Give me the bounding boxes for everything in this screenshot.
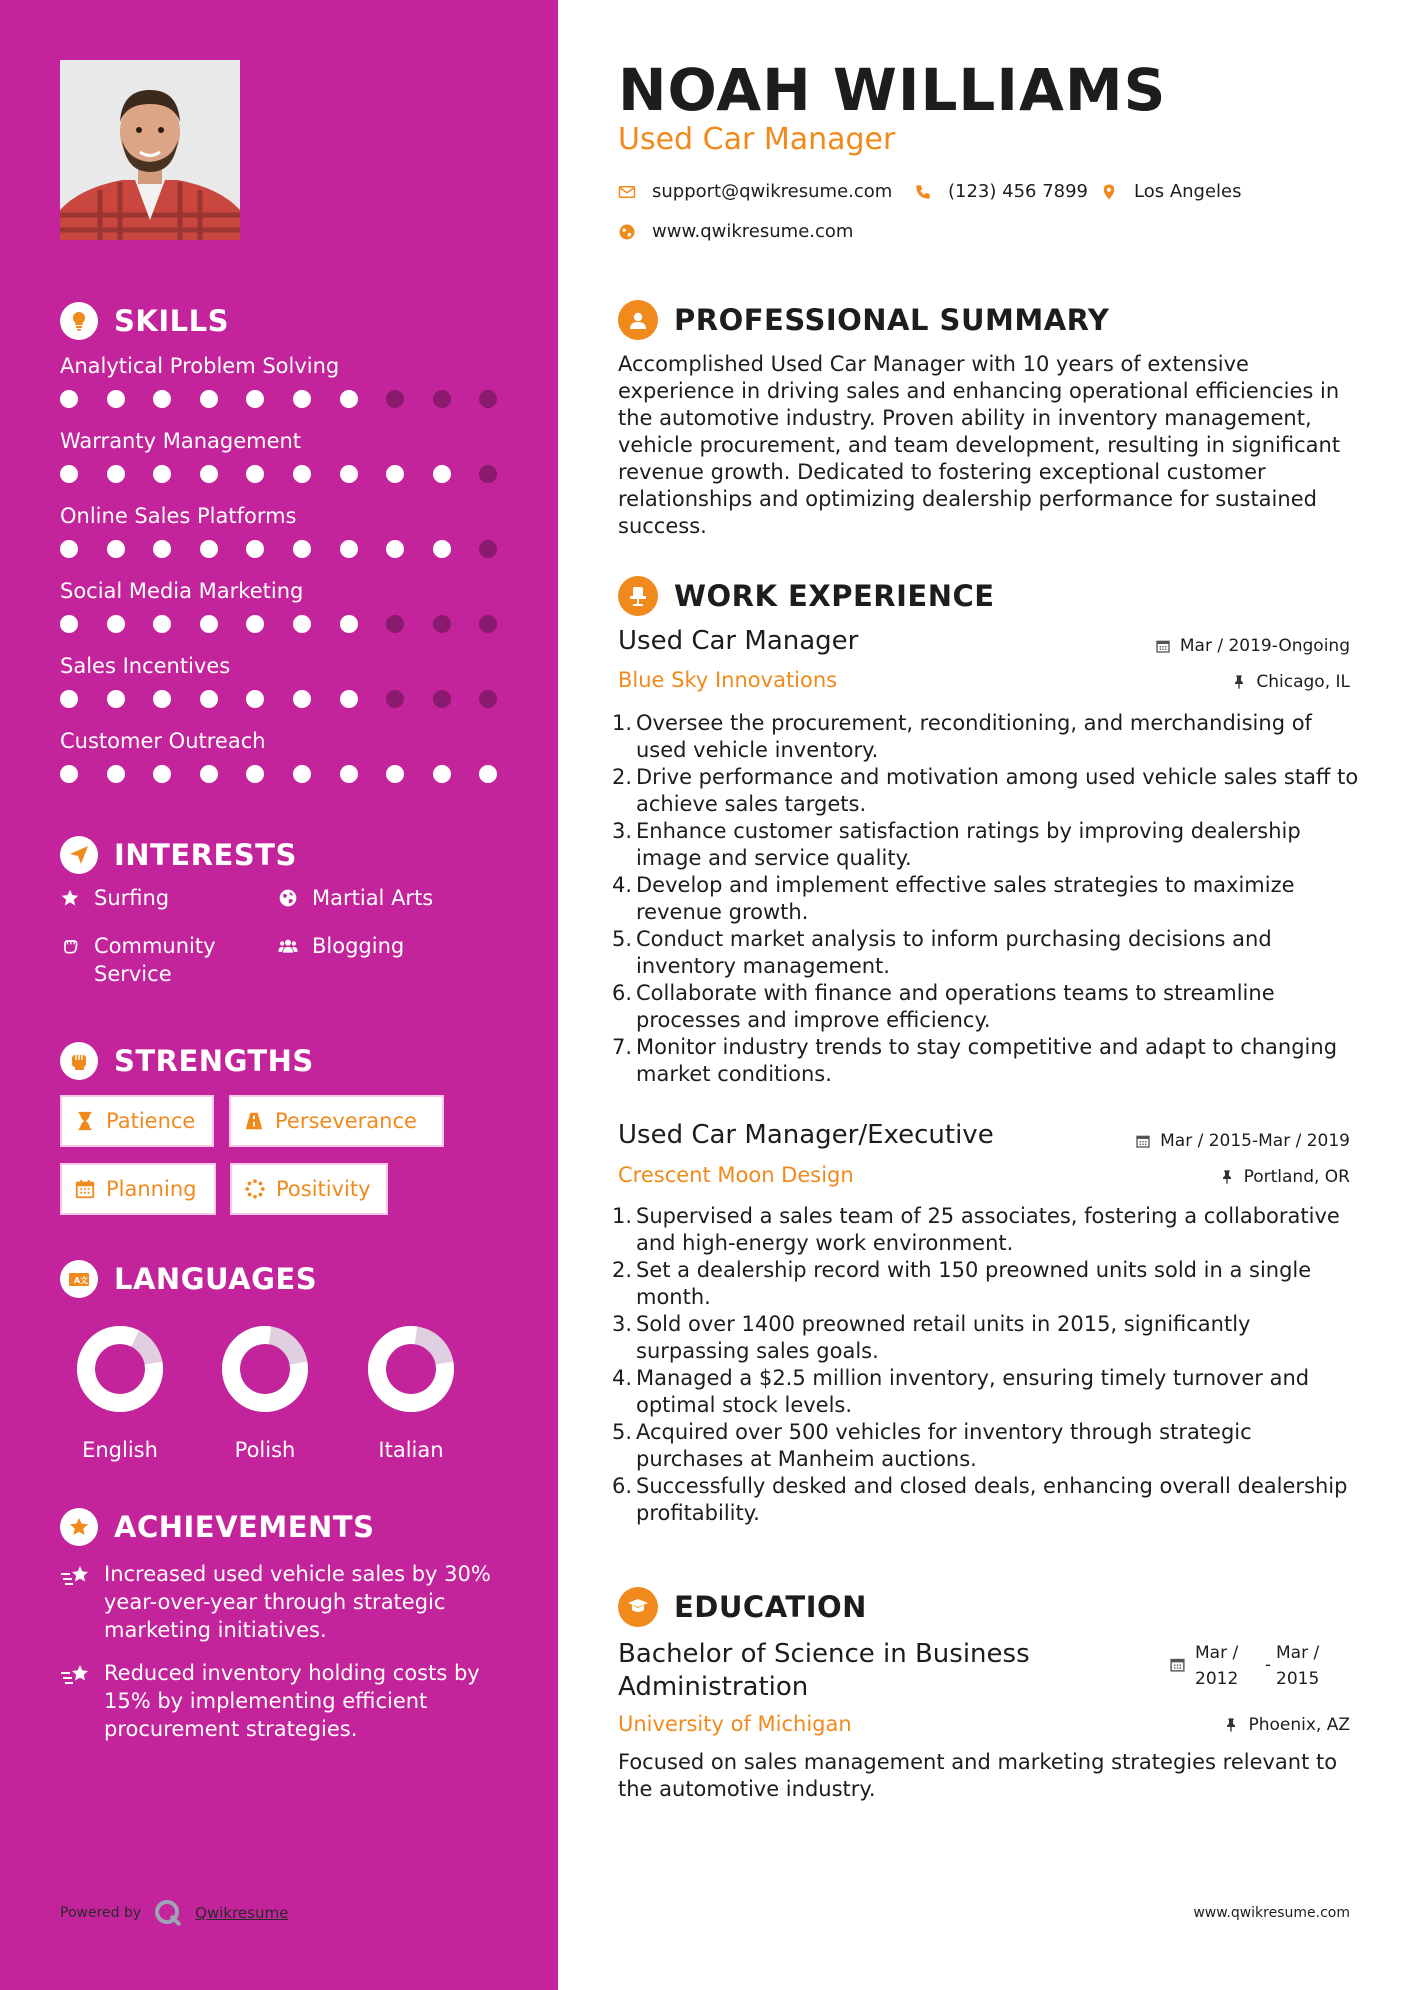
summary-header — [618, 300, 1109, 340]
skill-dot-empty — [479, 390, 497, 408]
skill-dot-filled — [293, 690, 311, 708]
strength-label: Positivity — [276, 1177, 371, 1201]
achievement-item — [60, 1560, 500, 1644]
skill-item — [60, 725, 500, 757]
education-location — [1223, 1715, 1350, 1735]
responsibility-text: Supervised a sales team of 25 associates, fostering a collaborative and high-energy work environment. — [636, 1204, 1340, 1255]
lightbulb-icon — [60, 302, 98, 340]
skill-dot-filled — [293, 390, 311, 408]
responsibility-item — [612, 1034, 1363, 1088]
interest-label: Martial Arts — [312, 886, 434, 910]
skill-name: Warranty Management — [60, 429, 302, 453]
calendar-icon — [1155, 638, 1171, 654]
skill-dot-filled — [107, 390, 125, 408]
skill-rating — [60, 465, 500, 485]
education-description: Focused on sales management and marketing strategies relevant to the automotive industry. — [618, 1750, 1338, 1801]
strength-badge — [60, 1095, 214, 1147]
powered-by — [60, 1898, 288, 1928]
language-name: Italian — [378, 1438, 444, 1462]
skill-dot-filled — [433, 540, 451, 558]
achievements-title: ACHIEVEMENTS — [114, 1510, 375, 1544]
skill-dot-filled — [200, 615, 218, 633]
responsibility-text: Drive performance and motivation among used vehicle sales staff to achieve sales targets. — [636, 765, 1359, 816]
hourglass-icon — [74, 1110, 96, 1132]
phone-icon — [914, 183, 932, 201]
language-item — [205, 1324, 325, 1462]
interest-label: Blogging — [312, 934, 405, 958]
experience-header — [618, 576, 995, 616]
education-date-separator: - — [1265, 1655, 1272, 1675]
responsibility-text: Successfully desked and closed deals, enhancing overall dealership profitability. — [636, 1474, 1348, 1525]
skills-title: SKILLS — [114, 304, 229, 338]
road-icon — [243, 1110, 265, 1132]
contact-website[interactable] — [618, 221, 853, 242]
skill-dot-filled — [433, 765, 451, 783]
skill-dot-filled — [107, 465, 125, 483]
skill-dot-filled — [153, 615, 171, 633]
globe-icon — [278, 884, 304, 912]
website-text: www.qwikresume.com — [652, 221, 854, 242]
responsibility-item — [612, 764, 1363, 818]
skill-dot-filled — [246, 540, 264, 558]
strength-badge — [229, 1095, 444, 1147]
strength-label: Planning — [106, 1177, 197, 1201]
responsibility-item — [612, 1473, 1363, 1527]
skill-dot-filled — [246, 615, 264, 633]
skill-dot-filled — [60, 690, 78, 708]
skill-dot-filled — [293, 540, 311, 558]
education-end-date: Mar / 2015 — [1276, 1643, 1320, 1689]
skill-dot-empty — [479, 465, 497, 483]
list-number: 7. — [612, 1035, 633, 1059]
skill-dot-filled — [60, 765, 78, 783]
responsibility-text: Set a dealership record with 150 preowned units sold in a single month. — [636, 1258, 1312, 1309]
company-name: Blue Sky Innovations — [618, 668, 838, 692]
skill-dot-filled — [386, 540, 404, 558]
skill-rating — [60, 765, 500, 785]
job-location-text: Portland, OR — [1243, 1167, 1350, 1187]
footer-website[interactable]: www.qwikresume.com — [1193, 1905, 1350, 1921]
education-title: EDUCATION — [674, 1590, 867, 1624]
email-text: support@qwikresume.com — [652, 181, 893, 202]
list-number: 2. — [612, 1258, 633, 1282]
skill-dot-filled — [246, 765, 264, 783]
school-name: University of Michigan — [618, 1712, 852, 1736]
responsibility-text: Develop and implement effective sales strategies to maximize revenue growth. — [636, 873, 1295, 924]
graduate-icon — [618, 1587, 658, 1627]
skill-dot-filled — [60, 465, 78, 483]
qwikresume-logo-icon — [153, 1898, 183, 1928]
list-number: 3. — [612, 1312, 633, 1336]
skill-dot-filled — [153, 465, 171, 483]
job-date-text: Mar / 2015-Mar / 2019 — [1160, 1131, 1350, 1151]
responsibility-item — [612, 1257, 1363, 1311]
users-icon — [278, 932, 304, 960]
responsibility-item — [612, 926, 1363, 980]
job-title: Used Car Manager — [618, 626, 859, 656]
language-donut — [220, 1324, 310, 1414]
interest-item — [60, 884, 169, 912]
language-donut — [366, 1324, 456, 1414]
language-icon — [60, 1260, 98, 1298]
responsibility-item — [612, 1365, 1363, 1419]
profile-photo — [60, 60, 240, 240]
skill-item — [60, 650, 500, 682]
list-number: 6. — [612, 981, 633, 1005]
skill-dot-filled — [107, 615, 125, 633]
skill-name: Online Sales Platforms — [60, 504, 297, 528]
skill-rating — [60, 615, 500, 635]
skill-dot-empty — [433, 390, 451, 408]
briefcase-chair-icon — [618, 576, 658, 616]
skill-dot-filled — [200, 465, 218, 483]
responsibility-text: Monitor industry trends to stay competitive and adapt to changing market conditions. — [636, 1035, 1338, 1086]
job-location-text: Chicago, IL — [1256, 672, 1350, 692]
job-date — [1155, 636, 1350, 656]
skill-dot-empty — [386, 390, 404, 408]
interest-label: Surfing — [94, 886, 170, 910]
responsibility-item — [612, 1203, 1363, 1257]
job-location — [1219, 1167, 1350, 1187]
list-number: 5. — [612, 1420, 633, 1444]
interest-item — [278, 932, 404, 960]
skill-dot-filled — [153, 390, 171, 408]
languages-header — [60, 1260, 317, 1298]
skill-dot-filled — [60, 390, 78, 408]
skill-item — [60, 425, 500, 457]
languages-title: LANGUAGES — [114, 1262, 318, 1296]
skill-dot-filled — [386, 465, 404, 483]
skill-dot-filled — [340, 615, 358, 633]
skill-rating — [60, 390, 500, 410]
skill-dot-filled — [340, 465, 358, 483]
job-responsibilities — [612, 710, 1363, 1088]
skill-dot-filled — [340, 765, 358, 783]
skill-dot-empty — [479, 690, 497, 708]
responsibility-text: Managed a $2.5 million inventory, ensuring timely turnover and optimal stock levels. — [636, 1366, 1310, 1417]
education-header — [618, 1587, 867, 1627]
responsibility-item — [612, 818, 1363, 872]
candidate-role: Used Car Manager — [618, 122, 896, 157]
list-number: 6. — [612, 1474, 633, 1498]
paper-plane-icon — [60, 836, 98, 874]
achievements-header — [60, 1508, 374, 1546]
job-responsibilities — [612, 1203, 1363, 1527]
calendar-icon — [74, 1178, 96, 1200]
company-name: Crescent Moon Design — [618, 1163, 854, 1187]
skill-dot-filled — [293, 615, 311, 633]
skill-dot-empty — [479, 615, 497, 633]
summary-title: PROFESSIONAL SUMMARY — [674, 303, 1110, 337]
hand-icon — [60, 932, 86, 960]
interest-label: Community Service — [94, 934, 216, 986]
responsibility-text: Sold over 1400 preowned retail units in 2015, significantly surpassing sales goals. — [636, 1312, 1251, 1363]
skill-dot-filled — [60, 615, 78, 633]
education-start-date: Mar / 2012 — [1195, 1643, 1239, 1689]
job-date — [1135, 1131, 1350, 1151]
skill-dot-filled — [107, 690, 125, 708]
calendar-icon — [1135, 1133, 1151, 1149]
phone-text: (123) 456 7899 — [948, 181, 1089, 202]
fist-icon — [60, 1042, 98, 1080]
skill-dot-empty — [386, 690, 404, 708]
powered-by-label: Powered by — [60, 1905, 142, 1921]
achievement-text: Increased used vehicle sales by 30% year-over-year through strategic marketing initiatives. — [104, 1562, 491, 1642]
skill-dot-filled — [200, 690, 218, 708]
skill-dot-filled — [293, 765, 311, 783]
skill-item — [60, 350, 500, 382]
globe-icon — [618, 223, 636, 241]
contact-location — [1100, 181, 1242, 202]
skill-dot-filled — [200, 540, 218, 558]
sidebar — [0, 0, 558, 1990]
job-date-text: Mar / 2019-Ongoing — [1179, 636, 1350, 656]
skill-item — [60, 500, 500, 532]
skill-dot-filled — [340, 390, 358, 408]
list-number: 1. — [612, 1204, 633, 1228]
skill-dot-filled — [479, 765, 497, 783]
skill-name: Customer Outreach — [60, 729, 266, 753]
list-number: 3. — [612, 819, 633, 843]
skill-dot-filled — [386, 765, 404, 783]
skill-dot-filled — [60, 540, 78, 558]
spinner-icon — [244, 1178, 266, 1200]
list-number: 2. — [612, 765, 633, 789]
education-location-text: Phoenix, AZ — [1248, 1715, 1350, 1735]
list-number: 4. — [612, 873, 633, 897]
skill-dot-empty — [386, 615, 404, 633]
pin-icon — [1223, 1717, 1239, 1733]
skill-dot-filled — [246, 390, 264, 408]
skill-dot-filled — [200, 765, 218, 783]
skill-name: Social Media Marketing — [60, 579, 304, 603]
skill-dot-filled — [340, 690, 358, 708]
skill-dot-filled — [246, 465, 264, 483]
calendar-icon — [1169, 1656, 1186, 1673]
list-number: 1. — [612, 711, 633, 735]
interests-title: INTERESTS — [114, 838, 297, 872]
experience-title: WORK EXPERIENCE — [674, 579, 995, 613]
shooting-star-icon — [60, 1659, 104, 1743]
language-name: English — [82, 1438, 158, 1462]
skill-dot-filled — [246, 690, 264, 708]
strength-label: Perseverance — [275, 1109, 417, 1133]
responsibility-item — [612, 980, 1363, 1034]
skill-dot-filled — [293, 465, 311, 483]
responsibility-item — [612, 872, 1363, 926]
main-content — [558, 0, 1407, 1990]
svg-text:文: 文 — [80, 1276, 88, 1285]
skill-dot-filled — [107, 540, 125, 558]
summary-text: Accomplished Used Car Manager with 10 years of extensive experience in driving sales and enhancing operational efficiencies in the automotive industry. Proven ability in inventory management, vehicle procurement, and team development, resulting in significant revenue growth. Dedicated to fostering exceptional customer relationships and optimizing dealership performance for sustained success. — [618, 352, 1341, 538]
responsibility-text: Enhance customer satisfaction ratings by improving dealership image and service quality. — [636, 819, 1301, 870]
strength-badge — [230, 1163, 388, 1215]
responsibility-item — [612, 710, 1363, 764]
user-icon — [618, 300, 658, 340]
language-item — [60, 1324, 180, 1462]
svg-text:A: A — [74, 1276, 81, 1285]
job-location — [1231, 672, 1350, 692]
envelope-icon — [618, 183, 636, 201]
map-pin-icon — [1100, 183, 1118, 201]
achievement-text: Reduced inventory holding costs by 15% by implementing efficient procurement strategies. — [104, 1661, 480, 1741]
responsibility-text: Conduct market analysis to inform purchasing decisions and inventory management. — [636, 927, 1272, 978]
interest-item — [60, 932, 260, 988]
skill-dot-filled — [153, 540, 171, 558]
skill-name: Sales Incentives — [60, 654, 231, 678]
contact-email[interactable] — [618, 181, 892, 202]
trophy-star-icon — [60, 1508, 98, 1546]
responsibility-text: Collaborate with finance and operations teams to streamline processes and improve efficiency. — [636, 981, 1275, 1032]
skill-rating — [60, 690, 500, 710]
contact-phone[interactable] — [914, 181, 1088, 202]
pin-icon — [1231, 674, 1247, 690]
pin-icon — [1219, 1169, 1235, 1185]
responsibility-item — [612, 1419, 1363, 1473]
language-name: Polish — [234, 1438, 296, 1462]
shooting-star-icon — [60, 1560, 104, 1644]
list-number: 4. — [612, 1366, 633, 1390]
strengths-title: STRENGTHS — [114, 1044, 314, 1078]
skill-rating — [60, 540, 500, 560]
skill-dot-empty — [433, 615, 451, 633]
responsibility-item — [612, 1311, 1363, 1365]
language-item — [351, 1324, 471, 1462]
skill-dot-empty — [479, 540, 497, 558]
candidate-name: NOAH WILLIAMS — [618, 56, 1167, 124]
language-donut — [75, 1324, 165, 1414]
skill-dot-filled — [107, 765, 125, 783]
skill-dot-filled — [200, 390, 218, 408]
responsibility-text: Acquired over 500 vehicles for inventory through strategic purchases at Manheim auctions. — [636, 1420, 1252, 1471]
strength-badge — [60, 1163, 216, 1215]
responsibility-text: Oversee the procurement, reconditioning, and merchandising of used vehicle inventory. — [636, 711, 1312, 762]
star-icon — [60, 884, 86, 912]
skill-name: Analytical Problem Solving — [60, 354, 340, 378]
skill-dot-filled — [433, 465, 451, 483]
degree-title: Bachelor of Science in Business Administration — [618, 1639, 1030, 1702]
qwikresume-link[interactable]: Qwikresume — [195, 1904, 289, 1922]
job-title: Used Car Manager/Executive — [618, 1120, 994, 1150]
skill-dot-filled — [340, 540, 358, 558]
interest-item — [278, 884, 433, 912]
skill-dot-filled — [153, 690, 171, 708]
list-number: 5. — [612, 927, 633, 951]
strength-label: Patience — [106, 1109, 196, 1133]
strengths-header — [60, 1042, 314, 1080]
achievement-item — [60, 1659, 500, 1743]
location-text: Los Angeles — [1134, 181, 1242, 202]
skill-dot-empty — [433, 690, 451, 708]
skill-item — [60, 575, 500, 607]
skill-dot-filled — [153, 765, 171, 783]
skills-header — [60, 302, 229, 340]
interests-header — [60, 836, 297, 874]
